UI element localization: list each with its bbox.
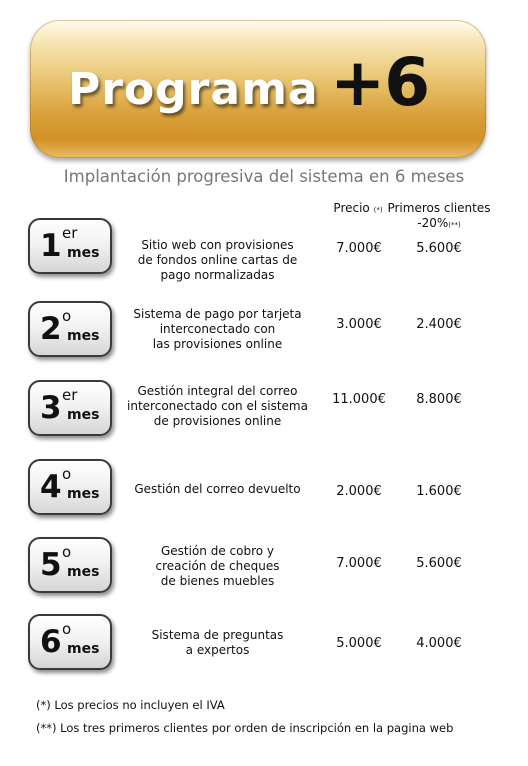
row-description: Sitio web con provisiones de fondos online cartas de pago normalizadas	[137, 238, 298, 282]
month-number: 5	[40, 547, 62, 583]
month-ordinal: o	[62, 543, 72, 561]
month-number: 2	[40, 311, 62, 347]
discount-column-percent: -20%	[417, 216, 449, 230]
row-price: 7.000€	[336, 241, 382, 256]
price-column-note: (*)	[373, 206, 383, 214]
program-row	[0, 380, 528, 440]
row-price: 7.000€	[336, 556, 382, 571]
month-number: 3	[40, 390, 62, 426]
month-word: mes	[67, 486, 100, 502]
month-ordinal: o	[62, 307, 72, 325]
month-number: 1	[40, 228, 62, 264]
row-description: Sistema de pago por tarjeta interconectado con las provisiones online	[133, 307, 302, 351]
row-discount-price: 2.400€	[416, 317, 462, 332]
row-price: 2.000€	[336, 484, 382, 499]
program-row	[0, 218, 528, 282]
month-ordinal: o	[62, 620, 72, 638]
row-discount-price: 1.600€	[416, 484, 462, 499]
program-banner	[30, 20, 486, 158]
price-column-header	[330, 201, 386, 218]
row-price: 3.000€	[336, 317, 382, 332]
program-row	[0, 614, 528, 674]
price-column-label: Precio	[333, 201, 370, 215]
row-discount-price: 4.000€	[416, 636, 462, 651]
row-discount-price: 8.800€	[416, 392, 462, 407]
month-word: mes	[67, 641, 100, 657]
row-discount-price: 5.600€	[416, 241, 462, 256]
discount-column-note: (**)	[448, 221, 461, 229]
banner-badge: +6	[330, 44, 430, 121]
month-1-button	[28, 218, 112, 274]
row-discount-price: 5.600€	[416, 556, 462, 571]
banner-title: Programa	[68, 64, 319, 115]
month-word: mes	[67, 407, 100, 423]
month-4-button	[28, 459, 112, 515]
month-ordinal: er	[62, 386, 78, 404]
month-5-button	[28, 537, 112, 593]
program-row	[0, 459, 528, 519]
month-word: mes	[67, 328, 100, 344]
month-word: mes	[67, 245, 100, 261]
footnote-first-clients: (**) Los tres primeros clientes por orden de inscripción en la pagina web	[36, 721, 454, 735]
row-price: 11.000€	[332, 392, 386, 407]
month-ordinal: er	[62, 224, 78, 242]
month-number: 6	[40, 624, 62, 660]
program-row	[0, 301, 528, 361]
row-price: 5.000€	[336, 636, 382, 651]
month-2-button	[28, 301, 112, 357]
month-ordinal: o	[62, 465, 72, 483]
month-6-button	[28, 614, 112, 670]
footnote-vat: (*) Los precios no incluyen el IVA	[36, 698, 225, 712]
program-row	[0, 537, 528, 597]
discount-column-label: Primeros clientes	[387, 201, 491, 215]
row-description: Gestión integral del correo interconectado con el sistema de provisiones online	[127, 384, 308, 428]
row-description: Gestión del correo devuelto	[134, 482, 301, 496]
month-word: mes	[67, 564, 100, 580]
month-number: 4	[40, 469, 62, 505]
row-description: Gestión de cobro y creación de cheques de bienes muebles	[155, 544, 280, 588]
subtitle: Implantación progresiva del sistema en 6 meses	[63, 167, 465, 186]
month-3-button	[28, 380, 112, 436]
row-description: Sistema de preguntas a expertos	[151, 628, 284, 657]
